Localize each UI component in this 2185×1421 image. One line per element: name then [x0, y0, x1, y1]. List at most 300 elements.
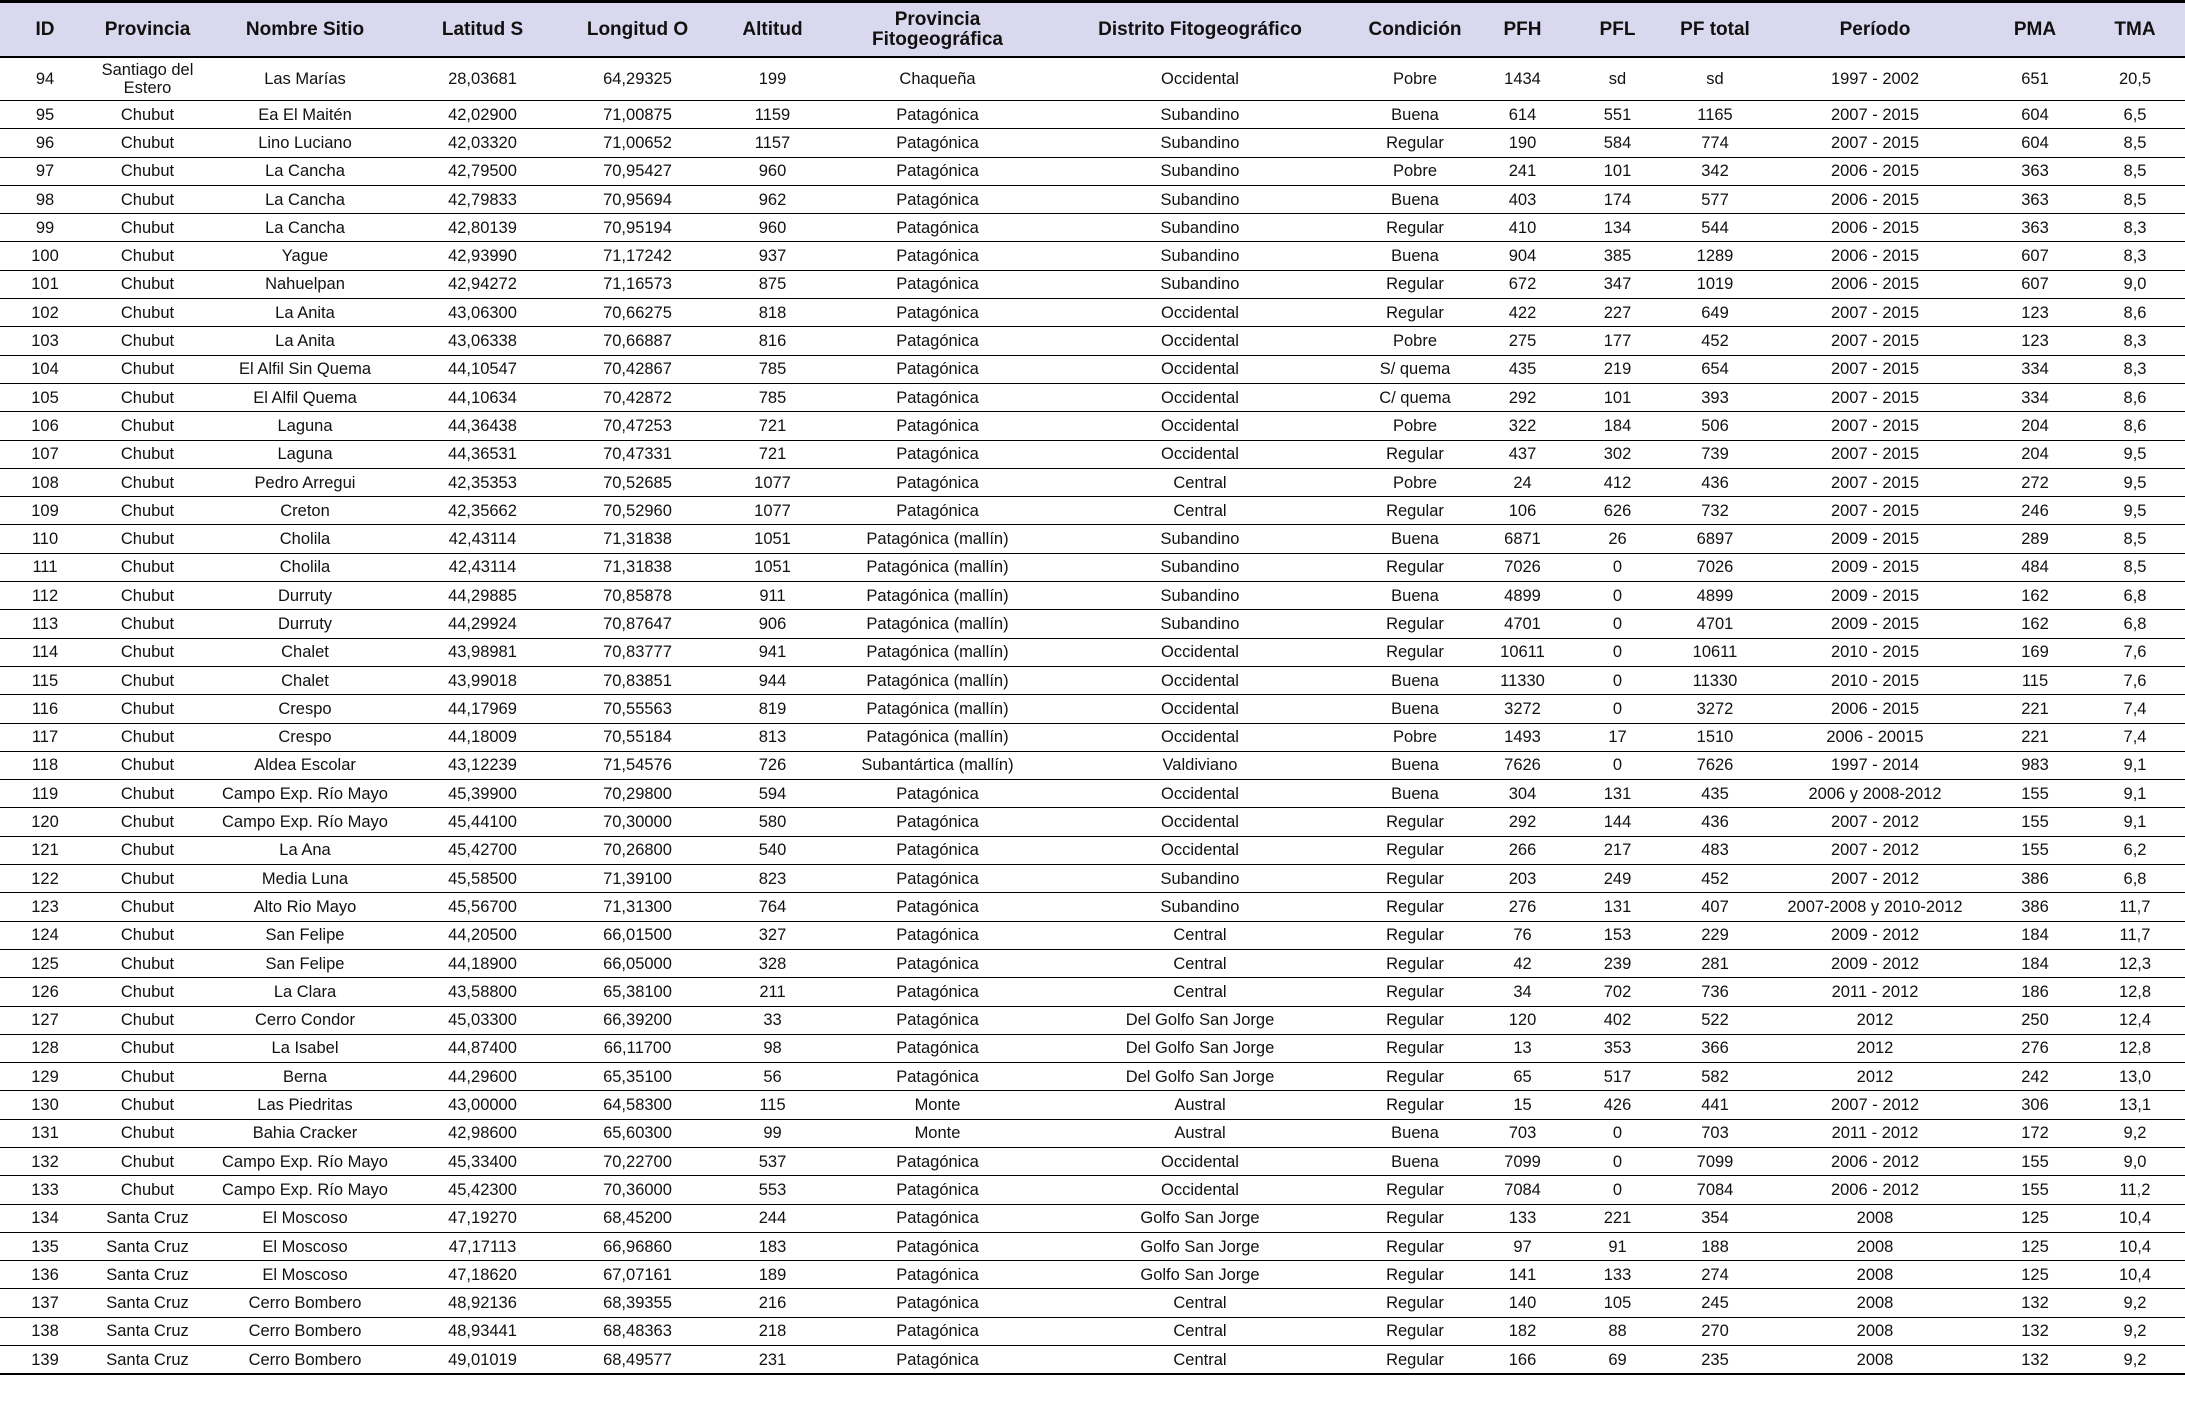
cell-periodo: 2008 — [1765, 1289, 1985, 1317]
column-header-distrito-fitogeografico: Distrito Fitogeográfico — [1045, 2, 1355, 58]
cell-distrito-fitogeografico: Subandino — [1045, 270, 1355, 298]
cell-distrito-fitogeografico: Austral — [1045, 1091, 1355, 1119]
table-row — [0, 299, 2185, 327]
cell-provincia-fitogeografica: Patagónica — [830, 1147, 1045, 1175]
column-header-pfh: PFH — [1475, 2, 1570, 58]
cell-nombre-sitio: Las Piedritas — [205, 1091, 405, 1119]
cell-pfl: 517 — [1570, 1063, 1665, 1091]
cell-tma: 12,8 — [2085, 978, 2185, 1006]
cell-nombre-sitio: Pedro Arregui — [205, 468, 405, 496]
cell-provincia: Chubut — [90, 101, 205, 129]
cell-pf-total: 3272 — [1665, 695, 1765, 723]
cell-latitud-s: 47,19270 — [405, 1204, 560, 1232]
cell-nombre-sitio: Nahuelpan — [205, 270, 405, 298]
cell-pfl: 0 — [1570, 751, 1665, 779]
cell-latitud-s: 43,06300 — [405, 299, 560, 327]
cell-altitud: 813 — [715, 723, 830, 751]
cell-distrito-fitogeografico: Occidental — [1045, 383, 1355, 411]
cell-latitud-s: 42,80139 — [405, 214, 560, 242]
cell-pf-total: 4899 — [1665, 582, 1765, 610]
cell-latitud-s: 42,98600 — [405, 1119, 560, 1147]
cell-condicion: Buena — [1355, 666, 1475, 694]
cell-longitud-o: 70,42867 — [560, 355, 715, 383]
cell-condicion: Regular — [1355, 1346, 1475, 1375]
cell-latitud-s: 44,87400 — [405, 1034, 560, 1062]
table-row — [0, 1006, 2185, 1034]
cell-nombre-sitio: El Alfil Sin Quema — [205, 355, 405, 383]
cell-condicion: Regular — [1355, 1261, 1475, 1289]
table-row — [0, 440, 2185, 468]
cell-nombre-sitio: La Isabel — [205, 1034, 405, 1062]
cell-pma: 123 — [1985, 327, 2085, 355]
cell-pfh: 42 — [1475, 949, 1570, 977]
cell-longitud-o: 70,83851 — [560, 666, 715, 694]
table-row — [0, 780, 2185, 808]
cell-altitud: 721 — [715, 412, 830, 440]
cell-distrito-fitogeografico: Central — [1045, 921, 1355, 949]
cell-pfl: 26 — [1570, 525, 1665, 553]
cell-pma: 289 — [1985, 525, 2085, 553]
cell-pf-total: 7026 — [1665, 553, 1765, 581]
table-row — [0, 1317, 2185, 1345]
cell-longitud-o: 70,55563 — [560, 695, 715, 723]
cell-tma: 8,6 — [2085, 412, 2185, 440]
cell-provincia: Chubut — [90, 468, 205, 496]
cell-condicion: Buena — [1355, 1119, 1475, 1147]
column-header-provincia-fitogeografica: Provincia Fitogeográfica — [830, 2, 1045, 58]
cell-distrito-fitogeografico: Central — [1045, 497, 1355, 525]
cell-provincia-fitogeografica: Patagónica (mallín) — [830, 695, 1045, 723]
cell-nombre-sitio: Campo Exp. Río Mayo — [205, 1147, 405, 1175]
cell-tma: 11,7 — [2085, 893, 2185, 921]
cell-pfh: 672 — [1475, 270, 1570, 298]
cell-pma: 334 — [1985, 383, 2085, 411]
column-header-longitud-o: Longitud O — [560, 2, 715, 58]
cell-latitud-s: 43,06338 — [405, 327, 560, 355]
table-row — [0, 666, 2185, 694]
cell-pma: 162 — [1985, 610, 2085, 638]
cell-pma: 125 — [1985, 1204, 2085, 1232]
cell-pf-total: 436 — [1665, 808, 1765, 836]
table-row — [0, 1091, 2185, 1119]
cell-provincia-fitogeografica: Patagónica — [830, 836, 1045, 864]
cell-provincia-fitogeografica: Patagónica (mallín) — [830, 666, 1045, 694]
cell-periodo: 2006 - 2015 — [1765, 214, 1985, 242]
cell-distrito-fitogeografico: Subandino — [1045, 865, 1355, 893]
cell-provincia-fitogeografica: Patagónica — [830, 129, 1045, 157]
cell-pf-total: 452 — [1665, 865, 1765, 893]
cell-provincia-fitogeografica: Chaqueña — [830, 57, 1045, 101]
cell-tma: 13,1 — [2085, 1091, 2185, 1119]
cell-nombre-sitio: Laguna — [205, 412, 405, 440]
cell-nombre-sitio: La Cancha — [205, 185, 405, 213]
cell-pf-total: 342 — [1665, 157, 1765, 185]
cell-condicion: Buena — [1355, 780, 1475, 808]
cell-longitud-o: 71,00652 — [560, 129, 715, 157]
cell-pma: 132 — [1985, 1289, 2085, 1317]
cell-provincia: Santa Cruz — [90, 1346, 205, 1375]
cell-altitud: 580 — [715, 808, 830, 836]
cell-periodo: 2006 - 2015 — [1765, 157, 1985, 185]
table-row — [0, 1346, 2185, 1375]
cell-provincia: Chubut — [90, 695, 205, 723]
cell-pma: 184 — [1985, 949, 2085, 977]
cell-periodo: 2007 - 2012 — [1765, 1091, 1985, 1119]
cell-periodo: 2010 - 2015 — [1765, 666, 1985, 694]
cell-condicion: Buena — [1355, 242, 1475, 270]
cell-longitud-o: 71,16573 — [560, 270, 715, 298]
cell-latitud-s: 42,03320 — [405, 129, 560, 157]
cell-longitud-o: 70,85878 — [560, 582, 715, 610]
cell-longitud-o: 70,47331 — [560, 440, 715, 468]
cell-pf-total: 1289 — [1665, 242, 1765, 270]
cell-pma: 607 — [1985, 270, 2085, 298]
cell-pma: 172 — [1985, 1119, 2085, 1147]
cell-altitud: 960 — [715, 214, 830, 242]
cell-pfh: 275 — [1475, 327, 1570, 355]
cell-distrito-fitogeografico: Occidental — [1045, 1147, 1355, 1175]
cell-provincia-fitogeografica: Patagónica — [830, 921, 1045, 949]
cell-tma: 8,5 — [2085, 157, 2185, 185]
cell-pf-total: 452 — [1665, 327, 1765, 355]
cell-provincia-fitogeografica: Patagónica — [830, 1204, 1045, 1232]
cell-longitud-o: 70,42872 — [560, 383, 715, 411]
cell-latitud-s: 44,10634 — [405, 383, 560, 411]
cell-id: 129 — [0, 1063, 90, 1091]
cell-nombre-sitio: San Felipe — [205, 921, 405, 949]
cell-pma: 132 — [1985, 1317, 2085, 1345]
cell-id: 113 — [0, 610, 90, 638]
cell-pfl: 91 — [1570, 1232, 1665, 1260]
cell-id: 135 — [0, 1232, 90, 1260]
cell-latitud-s: 42,79833 — [405, 185, 560, 213]
cell-periodo: 2007 - 2015 — [1765, 468, 1985, 496]
cell-periodo: 2006 - 2012 — [1765, 1147, 1985, 1175]
cell-nombre-sitio: Cerro Bombero — [205, 1346, 405, 1375]
cell-pfh: 133 — [1475, 1204, 1570, 1232]
cell-nombre-sitio: Aldea Escolar — [205, 751, 405, 779]
cell-nombre-sitio: Cerro Bombero — [205, 1289, 405, 1317]
cell-nombre-sitio: Cerro Condor — [205, 1006, 405, 1034]
cell-pfh: 266 — [1475, 836, 1570, 864]
cell-latitud-s: 44,29885 — [405, 582, 560, 610]
cell-provincia: Chubut — [90, 1119, 205, 1147]
cell-provincia: Chubut — [90, 525, 205, 553]
cell-altitud: 216 — [715, 1289, 830, 1317]
cell-longitud-o: 66,05000 — [560, 949, 715, 977]
cell-periodo: 2008 — [1765, 1204, 1985, 1232]
cell-pfl: 626 — [1570, 497, 1665, 525]
cell-longitud-o: 71,54576 — [560, 751, 715, 779]
cell-pfl: 133 — [1570, 1261, 1665, 1289]
cell-condicion: Regular — [1355, 440, 1475, 468]
cell-provincia-fitogeografica: Patagónica — [830, 383, 1045, 411]
cell-latitud-s: 44,17969 — [405, 695, 560, 723]
cell-latitud-s: 44,10547 — [405, 355, 560, 383]
cell-pf-total: 506 — [1665, 412, 1765, 440]
cell-pma: 276 — [1985, 1034, 2085, 1062]
cell-provincia: Chubut — [90, 666, 205, 694]
cell-provincia-fitogeografica: Patagónica — [830, 1289, 1045, 1317]
table-row — [0, 1034, 2185, 1062]
cell-condicion: Regular — [1355, 1063, 1475, 1091]
column-header-periodo: Período — [1765, 2, 1985, 58]
cell-altitud: 218 — [715, 1317, 830, 1345]
cell-pfh: 410 — [1475, 214, 1570, 242]
cell-longitud-o: 71,00875 — [560, 101, 715, 129]
cell-distrito-fitogeografico: Central — [1045, 949, 1355, 977]
cell-latitud-s: 43,00000 — [405, 1091, 560, 1119]
cell-periodo: 2008 — [1765, 1232, 1985, 1260]
cell-pfh: 304 — [1475, 780, 1570, 808]
cell-nombre-sitio: San Felipe — [205, 949, 405, 977]
column-header-condicion: Condición — [1355, 2, 1475, 58]
cell-latitud-s: 47,17113 — [405, 1232, 560, 1260]
cell-id: 132 — [0, 1147, 90, 1175]
table-row — [0, 893, 2185, 921]
cell-provincia: Chubut — [90, 299, 205, 327]
cell-tma: 6,5 — [2085, 101, 2185, 129]
cell-pfh: 34 — [1475, 978, 1570, 1006]
cell-pf-total: 582 — [1665, 1063, 1765, 1091]
cell-provincia-fitogeografica: Patagónica — [830, 949, 1045, 977]
cell-altitud: 328 — [715, 949, 830, 977]
cell-altitud: 553 — [715, 1176, 830, 1204]
cell-longitud-o: 71,31838 — [560, 553, 715, 581]
cell-pfl: 402 — [1570, 1006, 1665, 1034]
cell-pma: 155 — [1985, 780, 2085, 808]
cell-pfl: sd — [1570, 57, 1665, 101]
cell-provincia-fitogeografica: Patagónica — [830, 101, 1045, 129]
cell-longitud-o: 70,95694 — [560, 185, 715, 213]
cell-longitud-o: 70,66887 — [560, 327, 715, 355]
cell-id: 125 — [0, 949, 90, 977]
cell-nombre-sitio: Lino Luciano — [205, 129, 405, 157]
cell-pf-total: 522 — [1665, 1006, 1765, 1034]
column-header-provincia: Provincia — [90, 2, 205, 58]
cell-provincia: Chubut — [90, 1063, 205, 1091]
cell-pfh: 403 — [1475, 185, 1570, 213]
cell-longitud-o: 67,07161 — [560, 1261, 715, 1289]
cell-provincia-fitogeografica: Patagónica — [830, 893, 1045, 921]
cell-pfh: 65 — [1475, 1063, 1570, 1091]
cell-pfl: 131 — [1570, 893, 1665, 921]
cell-distrito-fitogeografico: Central — [1045, 468, 1355, 496]
cell-altitud: 56 — [715, 1063, 830, 1091]
cell-tma: 20,5 — [2085, 57, 2185, 101]
cell-latitud-s: 48,93441 — [405, 1317, 560, 1345]
cell-condicion: Regular — [1355, 610, 1475, 638]
cell-periodo: 2006 - 2015 — [1765, 242, 1985, 270]
cell-latitud-s: 48,92136 — [405, 1289, 560, 1317]
cell-provincia: Chubut — [90, 582, 205, 610]
cell-tma: 8,6 — [2085, 383, 2185, 411]
cell-tma: 10,4 — [2085, 1232, 2185, 1260]
cell-tma: 7,4 — [2085, 695, 2185, 723]
cell-pfh: 422 — [1475, 299, 1570, 327]
cell-provincia: Chubut — [90, 978, 205, 1006]
cell-pma: 204 — [1985, 440, 2085, 468]
cell-id: 112 — [0, 582, 90, 610]
cell-pfl: 551 — [1570, 101, 1665, 129]
cell-altitud: 816 — [715, 327, 830, 355]
cell-altitud: 99 — [715, 1119, 830, 1147]
cell-altitud: 944 — [715, 666, 830, 694]
cell-longitud-o: 65,38100 — [560, 978, 715, 1006]
cell-nombre-sitio: Cerro Bombero — [205, 1317, 405, 1345]
cell-tma: 7,4 — [2085, 723, 2185, 751]
cell-pfl: 131 — [1570, 780, 1665, 808]
cell-pfh: 904 — [1475, 242, 1570, 270]
cell-altitud: 1157 — [715, 129, 830, 157]
cell-provincia-fitogeografica: Patagónica — [830, 299, 1045, 327]
cell-nombre-sitio: La Ana — [205, 836, 405, 864]
cell-latitud-s: 42,35662 — [405, 497, 560, 525]
table-row — [0, 1204, 2185, 1232]
cell-latitud-s: 44,20500 — [405, 921, 560, 949]
cell-pfh: 10611 — [1475, 638, 1570, 666]
cell-condicion: Regular — [1355, 836, 1475, 864]
cell-altitud: 33 — [715, 1006, 830, 1034]
cell-nombre-sitio: La Clara — [205, 978, 405, 1006]
cell-altitud: 189 — [715, 1261, 830, 1289]
cell-provincia-fitogeografica: Patagónica — [830, 242, 1045, 270]
cell-pf-total: 544 — [1665, 214, 1765, 242]
cell-pf-total: 245 — [1665, 1289, 1765, 1317]
cell-pfl: 0 — [1570, 638, 1665, 666]
cell-pfl: 134 — [1570, 214, 1665, 242]
cell-latitud-s: 44,18900 — [405, 949, 560, 977]
cell-periodo: 2011 - 2012 — [1765, 1119, 1985, 1147]
cell-provincia-fitogeografica: Patagónica — [830, 355, 1045, 383]
cell-altitud: 1077 — [715, 497, 830, 525]
cell-id: 96 — [0, 129, 90, 157]
cell-pma: 607 — [1985, 242, 2085, 270]
cell-tma: 7,6 — [2085, 638, 2185, 666]
cell-pf-total: 281 — [1665, 949, 1765, 977]
cell-longitud-o: 71,31300 — [560, 893, 715, 921]
cell-distrito-fitogeografico: Occidental — [1045, 780, 1355, 808]
cell-condicion: Regular — [1355, 1317, 1475, 1345]
cell-nombre-sitio: Media Luna — [205, 865, 405, 893]
cell-nombre-sitio: El Moscoso — [205, 1232, 405, 1260]
cell-altitud: 818 — [715, 299, 830, 327]
cell-pfh: 76 — [1475, 921, 1570, 949]
cell-latitud-s: 45,58500 — [405, 865, 560, 893]
cell-periodo: 2008 — [1765, 1261, 1985, 1289]
cell-pfh: 182 — [1475, 1317, 1570, 1345]
cell-pf-total: 11330 — [1665, 666, 1765, 694]
cell-pma: 242 — [1985, 1063, 2085, 1091]
cell-pfl: 347 — [1570, 270, 1665, 298]
cell-pf-total: 441 — [1665, 1091, 1765, 1119]
cell-condicion: Buena — [1355, 1147, 1475, 1175]
cell-nombre-sitio: Las Marías — [205, 57, 405, 101]
cell-pma: 363 — [1985, 157, 2085, 185]
cell-nombre-sitio: Ea El Maitén — [205, 101, 405, 129]
cell-tma: 13,0 — [2085, 1063, 2185, 1091]
table-body — [0, 57, 2185, 1374]
column-header-pf-total: PF total — [1665, 2, 1765, 58]
cell-periodo: 2007 - 2015 — [1765, 101, 1985, 129]
cell-nombre-sitio: Laguna — [205, 440, 405, 468]
cell-pfl: 105 — [1570, 1289, 1665, 1317]
cell-provincia: Chubut — [90, 1176, 205, 1204]
cell-longitud-o: 70,55184 — [560, 723, 715, 751]
table-row — [0, 327, 2185, 355]
table-row — [0, 497, 2185, 525]
cell-altitud: 941 — [715, 638, 830, 666]
cell-provincia: Chubut — [90, 1006, 205, 1034]
cell-altitud: 726 — [715, 751, 830, 779]
cell-longitud-o: 71,17242 — [560, 242, 715, 270]
cell-provincia: Chubut — [90, 1091, 205, 1119]
column-header-latitud-s: Latitud S — [405, 2, 560, 58]
cell-distrito-fitogeografico: Subandino — [1045, 582, 1355, 610]
cell-altitud: 823 — [715, 865, 830, 893]
cell-longitud-o: 70,95427 — [560, 157, 715, 185]
cell-pfl: 217 — [1570, 836, 1665, 864]
cell-pf-total: 1510 — [1665, 723, 1765, 751]
cell-id: 126 — [0, 978, 90, 1006]
cell-distrito-fitogeografico: Subandino — [1045, 553, 1355, 581]
cell-provincia: Santa Cruz — [90, 1232, 205, 1260]
table-row — [0, 57, 2185, 101]
cell-provincia: Chubut — [90, 270, 205, 298]
cell-provincia: Chubut — [90, 553, 205, 581]
cell-altitud: 231 — [715, 1346, 830, 1375]
cell-provincia: Chubut — [90, 412, 205, 440]
cell-nombre-sitio: El Moscoso — [205, 1204, 405, 1232]
cell-provincia-fitogeografica: Patagónica (mallín) — [830, 553, 1045, 581]
cell-latitud-s: 42,02900 — [405, 101, 560, 129]
cell-id: 121 — [0, 836, 90, 864]
cell-longitud-o: 68,49577 — [560, 1346, 715, 1375]
cell-pfh: 203 — [1475, 865, 1570, 893]
cell-id: 109 — [0, 497, 90, 525]
cell-pma: 250 — [1985, 1006, 2085, 1034]
cell-tma: 7,6 — [2085, 666, 2185, 694]
cell-periodo: 2007 - 2015 — [1765, 355, 1985, 383]
table-row — [0, 185, 2185, 213]
cell-tma: 10,4 — [2085, 1261, 2185, 1289]
cell-pma: 334 — [1985, 355, 2085, 383]
cell-pma: 272 — [1985, 468, 2085, 496]
cell-distrito-fitogeografico: Occidental — [1045, 808, 1355, 836]
table-row — [0, 214, 2185, 242]
cell-pfl: 385 — [1570, 242, 1665, 270]
cell-latitud-s: 42,94272 — [405, 270, 560, 298]
cell-nombre-sitio: Campo Exp. Río Mayo — [205, 808, 405, 836]
cell-latitud-s: 49,01019 — [405, 1346, 560, 1375]
cell-provincia-fitogeografica: Patagónica — [830, 978, 1045, 1006]
table-row — [0, 1147, 2185, 1175]
cell-provincia-fitogeografica: Patagónica — [830, 468, 1045, 496]
cell-periodo: 2007 - 2012 — [1765, 836, 1985, 864]
table-row — [0, 1119, 2185, 1147]
cell-tma: 9,2 — [2085, 1346, 2185, 1375]
cell-altitud: 540 — [715, 836, 830, 864]
cell-longitud-o: 68,48363 — [560, 1317, 715, 1345]
cell-distrito-fitogeografico: Occidental — [1045, 412, 1355, 440]
cell-nombre-sitio: La Cancha — [205, 157, 405, 185]
cell-altitud: 1159 — [715, 101, 830, 129]
cell-condicion: Regular — [1355, 808, 1475, 836]
cell-pma: 162 — [1985, 582, 2085, 610]
cell-condicion: Regular — [1355, 553, 1475, 581]
cell-pfl: 101 — [1570, 383, 1665, 411]
cell-pfh: 120 — [1475, 1006, 1570, 1034]
